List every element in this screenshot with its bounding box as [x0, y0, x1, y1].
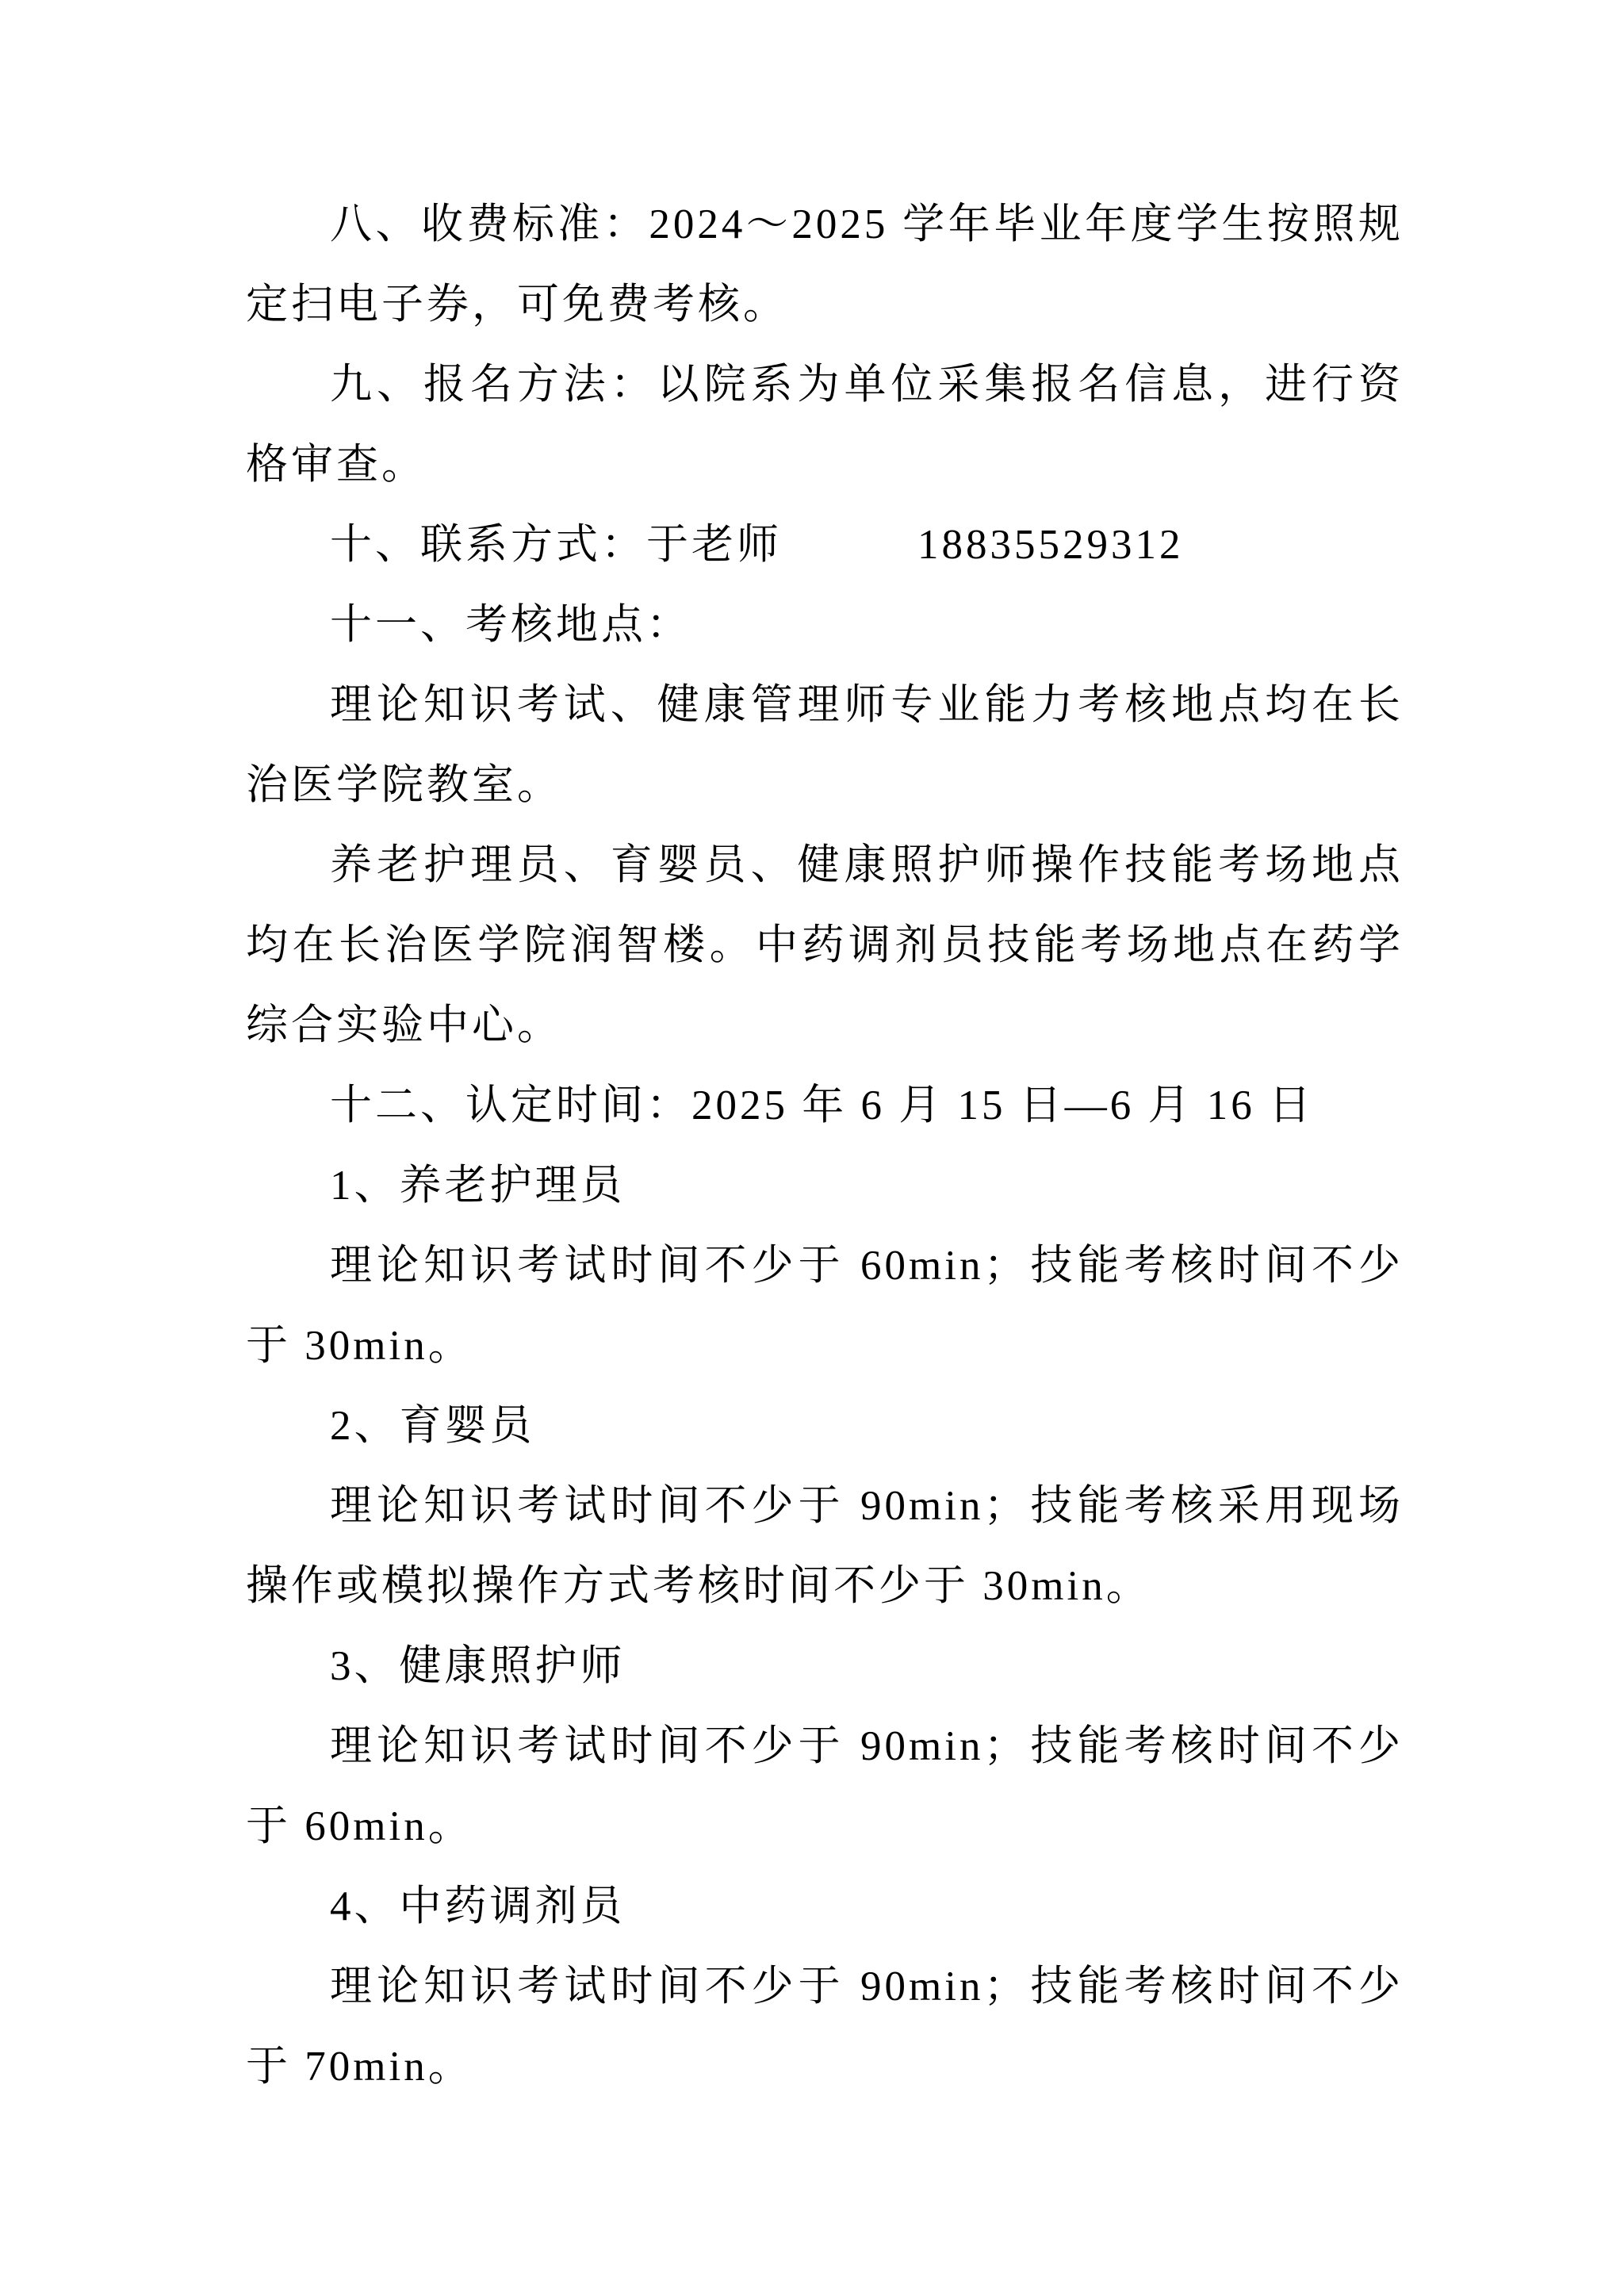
text-line: 养老护理员、育婴员、健康照护师操作技能考场地点 — [330, 842, 1404, 888]
text-line: 于 60min。 — [246, 1803, 473, 1849]
text-line: 理论知识考试时间不少于 90min；技能考核时间不少 — [330, 1964, 1404, 2010]
text-line: 4、中药调剂员 — [330, 1883, 626, 1929]
text-line: 治医学院教室。 — [246, 762, 562, 808]
text-line: 综合实验中心。 — [246, 1002, 562, 1048]
text-line: 十二、认定时间：2025 年 6 月 15 日—6 月 16 日 — [330, 1082, 1314, 1128]
text-line: 十、联系方式：于老师 18835529312 — [330, 522, 1184, 568]
text-line: 均在长治医学院润智楼。中药调剂员技能考场地点在药学 — [246, 922, 1404, 968]
text-line: 于 30min。 — [246, 1323, 473, 1369]
text-line: 2、育婴员 — [330, 1403, 535, 1449]
text-line: 九、报名方法：以院系为单位采集报名信息，进行资 — [330, 362, 1404, 408]
text-line: 于 70min。 — [246, 2044, 473, 2090]
text-line: 八、收费标准：2024～2025 学年毕业年度学生按照规 — [330, 201, 1404, 247]
text-line: 操作或模拟操作方式考核时间不少于 30min。 — [246, 1563, 1151, 1609]
text-line: 理论知识考试、健康管理师专业能力考核地点均在长 — [330, 682, 1404, 728]
text-line: 十一、考核地点： — [330, 602, 691, 648]
text-line: 理论知识考试时间不少于 90min；技能考核时间不少 — [330, 1723, 1404, 1769]
text-line: 理论知识考试时间不少于 90min；技能考核采用现场 — [330, 1483, 1404, 1529]
text-line: 1、养老护理员 — [330, 1163, 626, 1209]
document-body — [246, 185, 1404, 2107]
text-line: 格审查。 — [246, 442, 427, 488]
text-line: 理论知识考试时间不少于 60min；技能考核时间不少 — [330, 1243, 1404, 1289]
text-line: 定扫电子券，可免费考核。 — [246, 282, 788, 328]
text-line: 3、健康照护师 — [330, 1643, 626, 1689]
